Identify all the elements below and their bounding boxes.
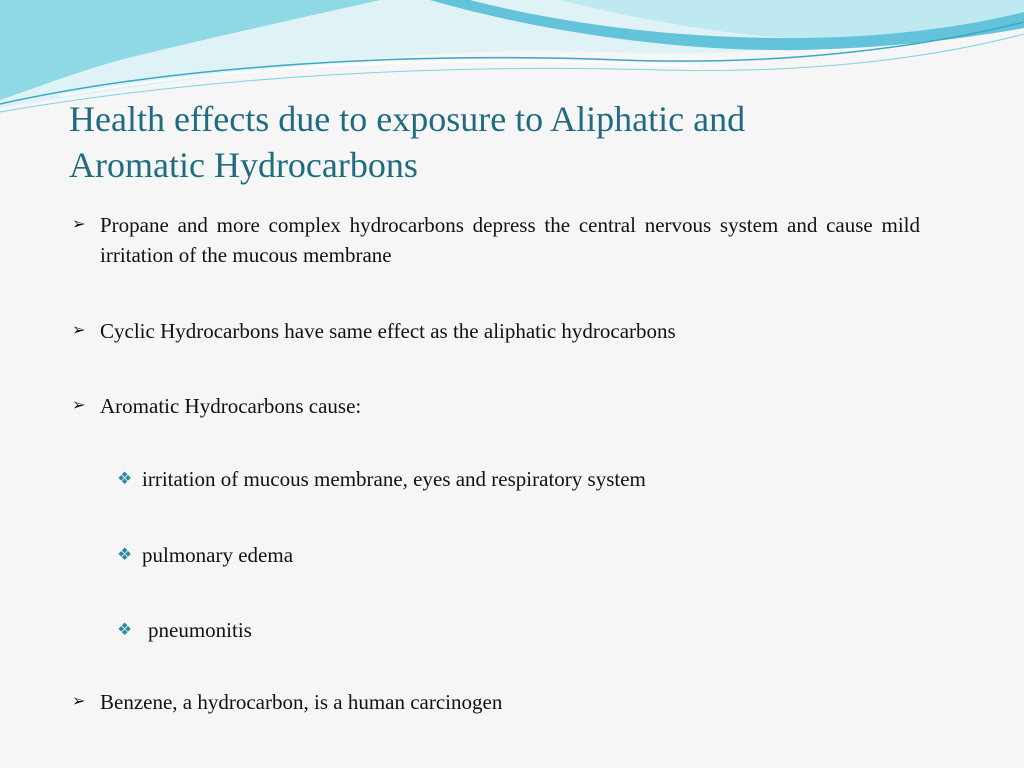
- slide-title-line-1: Health effects due to exposure to Aliphatic and: [69, 99, 746, 139]
- diamond-bullet-icon: ❖: [117, 620, 133, 639]
- diamond-bullet-icon: ❖: [117, 469, 133, 488]
- bullet-text: Cyclic Hydrocarbons have same effect as the aliphatic hydrocarbons: [100, 319, 676, 343]
- bullet-item: [72, 687, 920, 717]
- sub-bullet-text: pneumonitis: [148, 618, 252, 642]
- bullet-text: Aromatic Hydrocarbons cause:: [100, 394, 362, 418]
- arrow-bullet-icon: ➢: [72, 397, 86, 414]
- sub-bullet-text: irritation of mucous membrane, eyes and respiratory system: [142, 467, 646, 491]
- diamond-bullet-icon: ❖: [117, 545, 133, 564]
- bullet-item: [72, 391, 920, 421]
- bullet-text: Benzene, a hydrocarbon, is a human carcinogen: [100, 690, 503, 714]
- bullet-text: Propane and more complex hydrocarbons depress the central nervous system and cause mild irritation of the mucous membrane: [100, 213, 920, 267]
- bullet-item: [72, 210, 920, 270]
- sub-bullet-item: [117, 615, 917, 645]
- slide-title: [69, 96, 969, 188]
- sub-bullet-item: [117, 464, 917, 494]
- arrow-bullet-icon: ➢: [72, 693, 86, 710]
- arrow-bullet-icon: ➢: [72, 322, 86, 339]
- arrow-bullet-icon: ➢: [72, 216, 86, 233]
- sub-bullet-item: [117, 540, 917, 570]
- slide-title-line-2: Aromatic Hydrocarbons: [69, 145, 418, 185]
- bullet-item: [72, 316, 920, 346]
- sub-bullet-text: pulmonary edema: [142, 543, 294, 567]
